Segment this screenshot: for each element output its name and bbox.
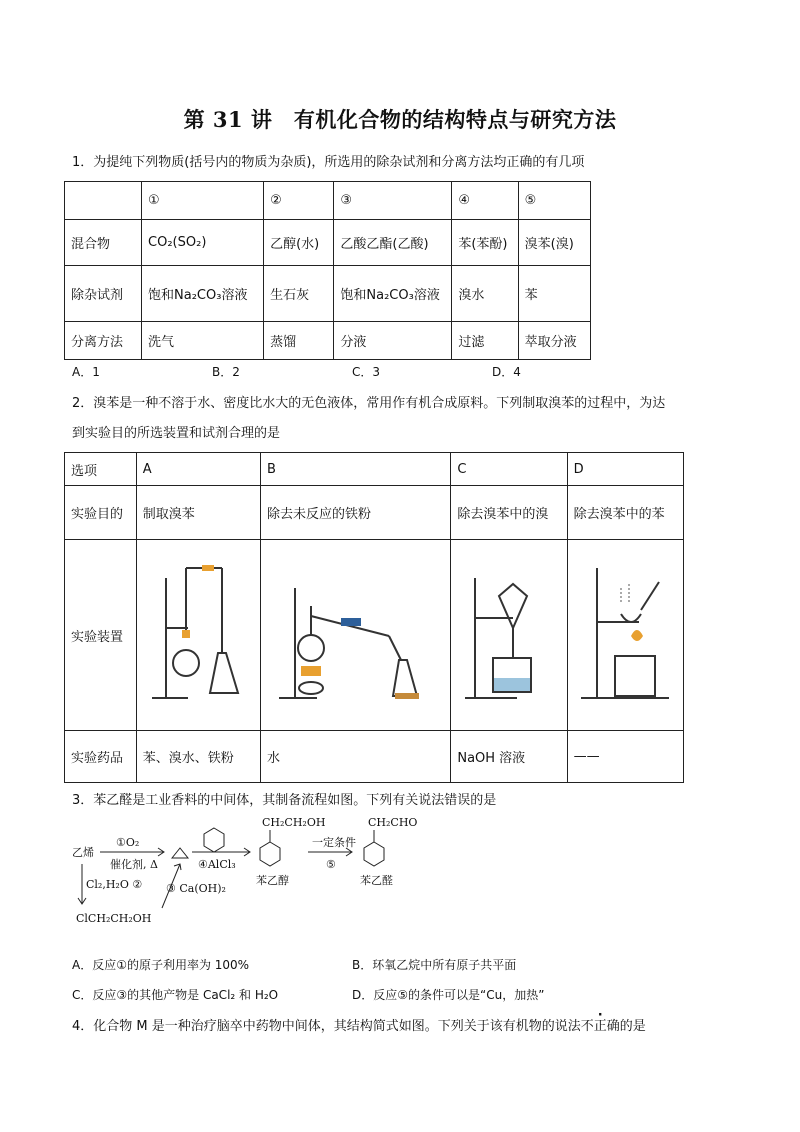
phenylacetaldehyde-label: 苯乙醛 [360,874,393,887]
phenylethanol-label: 苯乙醇 [256,874,289,887]
q1-header-cell [65,182,142,220]
step3-label: ③ Ca(OH)₂ [166,882,226,895]
row-label: 实验装置 [65,540,137,731]
q1-table [64,181,591,360]
q1-header-cell: ⑤ [518,182,590,220]
distillation-apparatus-icon [271,558,441,708]
q2-header-cell: A [136,453,260,486]
table-cell: 生石灰 [264,266,334,322]
epoxide-ring-icon [172,848,188,858]
q2-header-cell: C [451,453,567,486]
q2-header-row [65,453,684,486]
table-cell: 除去溴苯中的苯 [567,486,683,540]
table-cell: 制取溴苯 [136,486,260,540]
q4-stem-pre: 4．化合物 M 是一种治疗脑卒中药物中间体，其结构简式如图。下列关于该有机物的说法 [72,1019,581,1034]
step1-top-label: ①O₂ [116,836,140,849]
table-cell: 饱和Na₂CO₃溶液 [334,266,452,322]
row-label: 混合物 [65,220,142,266]
q2-table [64,452,684,783]
flask-condenser-apparatus-icon [146,558,250,708]
row-label: 除杂试剂 [65,266,142,322]
row-label: 分离方法 [65,322,142,360]
q2-header-cell: 选项 [65,453,137,486]
row-label: 实验目的 [65,486,137,540]
table-cell: 除去溴苯中的溴 [451,486,567,540]
table-cell: CO₂(SO₂) [142,220,264,266]
apparatus-d-cell [567,540,683,731]
alcohol-group-label: CH₂CH₂OH [262,816,326,829]
option-a[interactable]: A．反应①的原子利用率为 100% [72,958,250,972]
page-title: 第 31 讲 有机化合物的结构特点与研究方法 [183,107,617,132]
option-c[interactable]: C．反应③的其他产物是 CaCl₂ 和 H₂O [72,988,279,1002]
table-cell: 苯、溴水、铁粉 [136,731,260,783]
step5-bottom-label: ⑤ [326,858,336,871]
table-cell: 萃取分液 [518,322,590,360]
table-cell: 过滤 [452,322,518,360]
table-row [65,322,591,360]
q2-stem-line1: 2．溴苯是一种不溶于水、密度比水大的无色液体，常用作有机合成原料。下列制取溴苯的过程中，为达 [72,396,666,411]
table-cell: 分液 [334,322,452,360]
option-c[interactable]: C．3 [352,365,381,379]
table-cell: 饱和Na₂CO₃溶液 [142,266,264,322]
benzene-ring-icon [260,842,280,866]
apparatus-b-cell [261,540,451,731]
aldehyde-group-label: CH₂CHO [368,816,418,829]
step4-label: ④AlCl₃ [198,858,236,871]
q2-stem-line2: 到实验目的所选装置和试剂合理的是 [72,426,281,441]
table-cell: 蒸馏 [264,322,334,360]
option-b[interactable]: B．2 [212,365,240,379]
table-cell: 苯(苯酚) [452,220,518,266]
option-d[interactable]: D．4 [492,365,521,379]
q1-header-cell: ② [264,182,334,220]
q4-stem-post: 的是 [619,1019,646,1034]
table-row [65,540,684,731]
q1-header-cell: ① [142,182,264,220]
q1-header-row [65,182,591,220]
q1-header-cell: ④ [452,182,518,220]
reaction-flow-diagram [72,812,432,937]
ethylene-label: 乙烯 [72,846,94,859]
table-row [65,486,684,540]
option-a[interactable]: A．1 [72,365,100,379]
table-cell: 溴苯(溴) [518,220,590,266]
step1-bottom-label: 催化剂, Δ [110,858,158,871]
benzene-ring-icon [204,828,224,852]
q2-header-cell: D [567,453,683,486]
separatory-funnel-apparatus-icon [461,558,557,708]
table-cell: 乙酸乙酯(乙酸) [334,220,452,266]
step5-top-label: 一定条件 [312,836,356,849]
row-label: 实验药品 [65,731,137,783]
table-row [65,220,591,266]
evaporation-apparatus-icon [577,558,673,708]
option-d[interactable]: D．反应⑤的条件可以是“Cu，加热” [352,988,545,1002]
table-row [65,266,591,322]
table-cell: 溴水 [452,266,518,322]
q4-stem-emphasis: 不正确 [580,1019,620,1034]
q4-stem [72,1016,712,1038]
table-cell: —— [567,731,683,783]
table-cell: 乙醇(水) [264,220,334,266]
table-cell: NaOH 溶液 [451,731,567,783]
q2-header-cell: B [261,453,451,486]
q3-stem: 3．苯乙醛是工业香料的中间体，其制备流程如图。下列有关说法错误的是 [72,793,497,808]
apparatus-c-cell [451,540,567,731]
table-row [65,731,684,783]
table-cell: 水 [261,731,451,783]
option-b[interactable]: B．环氧乙烷中所有原子共平面 [352,958,517,972]
table-cell: 洗气 [142,322,264,360]
step2-label: Cl₂,H₂O ② [86,878,143,891]
table-cell: 苯 [518,266,590,322]
q1-stem: 1．为提纯下列物质(括号内的物质为杂质)，所选用的除杂试剂和分离方法均正确的有几项 [72,155,585,170]
q1-header-cell: ③ [334,182,452,220]
apparatus-a-cell [136,540,260,731]
benzene-ring-icon [364,842,384,866]
chlorohydrin-label: ClCH₂CH₂OH [76,912,152,925]
table-cell: 除去未反应的铁粉 [261,486,451,540]
